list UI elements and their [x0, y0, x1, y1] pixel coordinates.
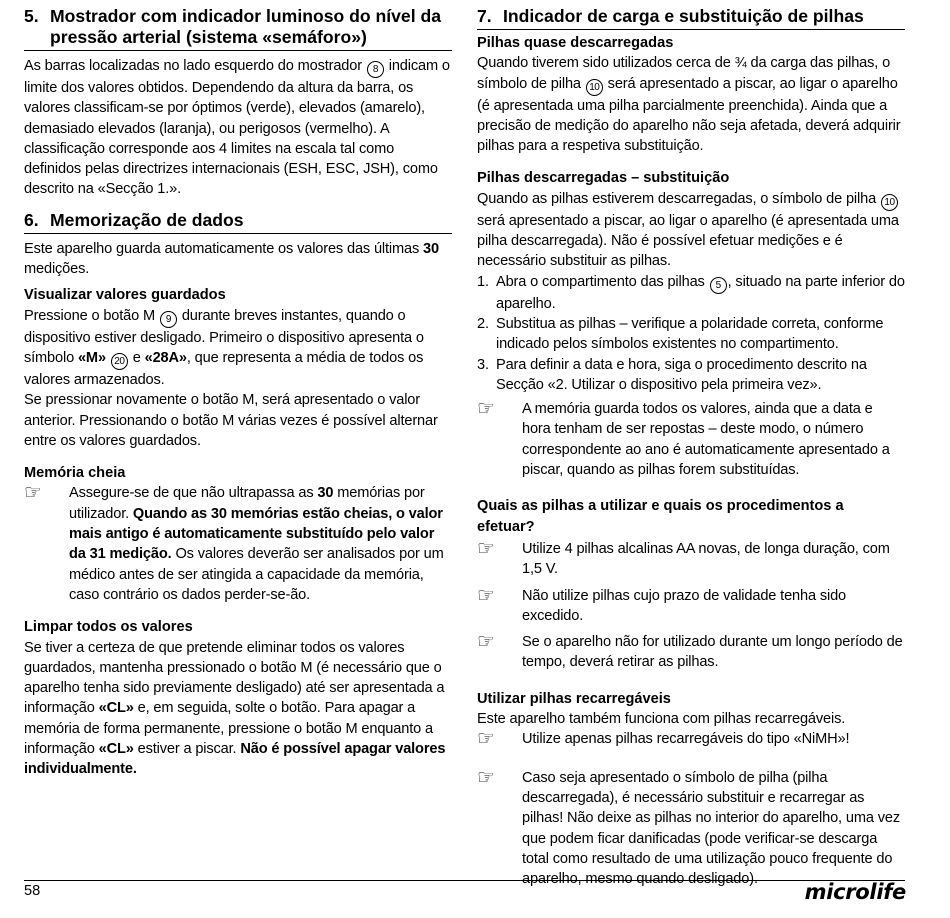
- pointing-hand-icon: ☞: [477, 584, 495, 607]
- replacement-steps: [477, 272, 905, 395]
- reference-number: 10: [881, 194, 898, 211]
- reference-number: 5: [710, 277, 727, 294]
- battery-note: ☞ Se o aparelho não for utilizado durante um longo período de tempo, deverá retirar as pilhas.: [477, 632, 905, 673]
- pointing-hand-icon: ☞: [24, 482, 42, 505]
- section-number: 7.: [477, 6, 492, 26]
- low-battery-paragraph: Quando tiverem sido utilizados cerca de ¾ da carga das pilhas, o símbolo de pilha 10 será apresentado a piscar, ao ligar o aparelho (é apresentada uma pilha parcialmente preenchida). Ainda que a precisão de medição do aparelho não seja afetada, deverá adquirir pilhas para a respetiva substituição.: [477, 55, 901, 155]
- which-batteries-heading: Quais as pilhas a utilizar e quais os procedimentos a efetuar?: [477, 498, 844, 535]
- section-number: 6.: [24, 209, 39, 230]
- low-battery-heading: Pilhas quase descarregadas: [477, 35, 674, 51]
- pointing-hand-icon: ☞: [477, 398, 495, 421]
- rechargeable-warning-note: ☞ Caso seja apresentado o símbolo de pilha (pilha descarregada), é necessário substituir e recarregar as pilhas! Não deixe as pilhas no interior do aparelho, uma vez que podem ficar danificadas (pode verificar-se descarga total como resultado de uma utilização pouco frequente do aparelho, mesmo quando desligado).: [477, 768, 905, 890]
- section-5-heading: [24, 6, 452, 51]
- pointing-hand-icon: ☞: [477, 728, 495, 751]
- reference-number: 20: [111, 353, 128, 370]
- rechargeable-paragraph: Este aparelho também funciona com pilhas recarregáveis.: [477, 711, 846, 728]
- section-6-intro: Este aparelho guarda automaticamente os valores das últimas 30 medições.: [24, 240, 439, 278]
- battery-note: ☞ Não utilize pilhas cujo prazo de validade tenha sido excedido.: [477, 586, 905, 627]
- brand-logo: microlife: [804, 880, 906, 904]
- section-title: Mostrador com indicador luminoso do nível da pressão arterial (sistema «semáforo»): [50, 6, 442, 47]
- pointing-hand-icon: ☞: [477, 631, 495, 654]
- page-number: 58: [24, 883, 41, 899]
- empty-battery-paragraph: Quando as pilhas estiverem descarregadas, o símbolo de pilha 10 será apresentado a piscar, ao ligar o aparelho (é apresentada uma pilha descarregada). Não é possível efetuar medições e é necessário substituir as pilhas.: [477, 190, 899, 270]
- reference-number: 8: [367, 61, 384, 78]
- right-column: [477, 6, 905, 889]
- section-number: 5.: [24, 6, 39, 26]
- reference-number: 9: [160, 311, 177, 328]
- section-5-paragraph: As barras localizadas no lado esquerdo do mostrador 8 indicam o limite dos valores obtidos. Dependendo da altura da barra, os valores classificam-se por óptimos (verde), elevados (amarelo), demasiado elevados (laranja), ou perigosos (vermelho). A classificação corresponde aos 4 limites na escala tal como definidos pelas directrizes internacionais (ESH, ESC, JSH), como descrito na «Secção 1.».: [24, 58, 450, 198]
- empty-battery-heading: Pilhas descarregadas – substituição: [477, 170, 730, 187]
- view-stored-paragraph: Pressione o botão M 9 durante breves instantes, quando o dispositivo estiver desligado. Primeiro o dispositivo apresenta o símbolo «M» 20 e «28A», que representa a média de todos os valores armazenados.: [24, 307, 424, 388]
- clear-all-heading: Limpar todos os valores: [24, 619, 193, 636]
- clear-all-paragraph: Se tiver a certeza de que pretende eliminar todos os valores guardados, mantenha pressionado o botão M (é necessário que o aparelho tenha sido previamente desligado) até ser apresentada a informação «CL» e, em seguida, solte o botão. Para apagar a memória de forma permanente, pressione o botão M enquanto a informação «CL» estiver a piscar. Não é possível apagar valores individualmente.: [24, 639, 446, 778]
- view-stored-paragraph-2: Se pressionar novamente o botão M, será apresentado o valor anterior. Pressionando o botão M várias vezes é possível alternar entre os valores guardados.: [24, 392, 438, 449]
- memory-full-note: ☞ Assegure-se de que não ultrapassa as 30 memórias por utilizador. Quando as 30 memórias estão cheias, o valor mais antigo é automaticamente substituído pelo valor da 31 medição. Os valores deverão ser analisados por um médico antes de ser atingida a capacidade da memória, caso contrário os dados perder-se-ão.: [24, 483, 452, 605]
- list-item: 3. Para definir a data e hora, siga o procedimento descrito na Secção «2. Utilizar o dispositivo pela primeira vez».: [477, 356, 867, 393]
- memory-note: ☞ A memória guarda todos os valores, ainda que a data e hora tenham de ser repostas – deste modo, o número correspondente ao ano é automaticamente apresentado a piscar, quando as pilhas forem substituídas.: [477, 399, 905, 480]
- rechargeable-note: ☞ Utilize apenas pilhas recarregáveis do tipo «NiMH»!: [477, 728, 850, 751]
- section-7-heading: [477, 6, 905, 30]
- reference-number: 10: [586, 79, 603, 96]
- footer-divider: [24, 880, 905, 881]
- pointing-hand-icon: ☞: [477, 766, 495, 789]
- view-stored-heading: Visualizar valores guardados: [24, 287, 226, 304]
- section-6-heading: [24, 210, 452, 234]
- left-column: [24, 6, 452, 780]
- list-item: 1. Abra o compartimento das pilhas 5 , situado na parte inferior do aparelho.: [477, 273, 905, 312]
- memory-full-heading: Memória cheia: [24, 465, 126, 482]
- list-item: 2. Substitua as pilhas – verifique a polaridade correta, conforme indicado pelos símbolos existentes no compartimento.: [477, 315, 884, 353]
- rechargeable-heading: Utilizar pilhas recarregáveis: [477, 690, 671, 707]
- battery-note: ☞ Utilize 4 pilhas alcalinas AA novas, de longa duração, com 1,5 V.: [477, 539, 905, 580]
- pointing-hand-icon: ☞: [477, 537, 495, 560]
- section-title: Indicador de carga e substituição de pilhas: [503, 6, 864, 26]
- section-title: Memorização de dados: [50, 209, 244, 230]
